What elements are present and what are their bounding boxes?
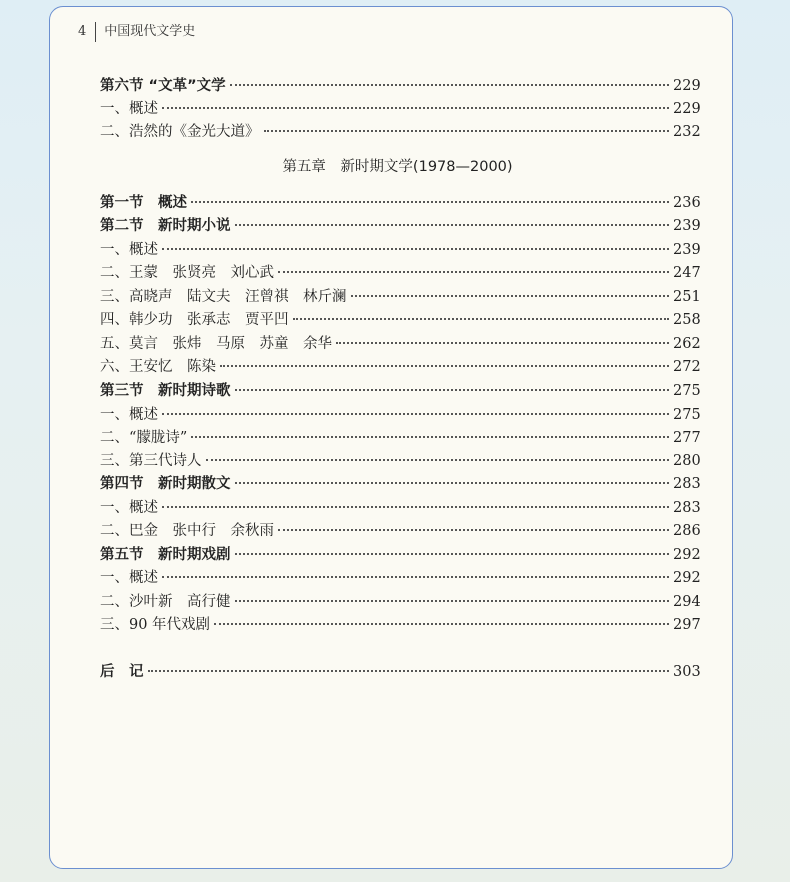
toc-entry (100, 262, 701, 284)
toc-entry-page: 236 (673, 195, 701, 211)
toc-entry-label: 第二节 新时期小说 (100, 218, 231, 234)
page-header (78, 21, 195, 43)
toc-entry-page: 229 (673, 78, 701, 94)
leader-dots (264, 130, 670, 132)
toc-entry-page: 275 (673, 407, 701, 423)
toc-entry-page: 303 (673, 664, 701, 680)
toc-entry-page: 297 (673, 617, 701, 633)
leader-dots (162, 506, 669, 508)
toc-entry-page: 229 (673, 101, 701, 117)
leader-dots (162, 576, 669, 578)
leader-dots (230, 84, 669, 86)
toc-entry-label: 五、莫言 张炜 马原 苏童 余华 (100, 336, 332, 352)
toc-entry (100, 192, 701, 214)
toc-entry-label: 第四节 新时期散文 (100, 476, 231, 492)
toc-entry (100, 309, 701, 331)
toc-entry-page: 262 (673, 336, 701, 352)
leader-dots (162, 107, 669, 109)
toc-entry (100, 661, 701, 683)
leader-dots (336, 342, 669, 344)
toc-entry (100, 356, 701, 378)
toc-entry-page: 280 (673, 453, 701, 469)
toc-entry (100, 544, 701, 566)
toc-entry-label: 一、概述 (100, 570, 158, 586)
toc-entry (100, 591, 701, 613)
toc-entry-label: 三、90 年代戏剧 (100, 617, 211, 633)
toc-entry-label: 二、王蒙 张贤亮 刘心武 (100, 265, 274, 281)
toc-entry (100, 98, 701, 120)
toc-entry (100, 473, 701, 495)
book-title: 中国现代文学史 (104, 24, 196, 39)
toc-entry (100, 567, 701, 589)
toc-entry-page: 275 (673, 383, 701, 399)
leader-dots (206, 459, 670, 461)
toc-entry-label: 三、第三代诗人 (100, 453, 202, 469)
page-number: 4 (78, 22, 96, 42)
toc-entry-label: 一、概述 (100, 242, 158, 258)
leader-dots (293, 318, 670, 320)
book-page (49, 6, 733, 869)
toc-entry (100, 239, 701, 261)
toc-entry-page: 251 (673, 289, 701, 305)
toc-entry-label: 第一节 概述 (100, 195, 187, 211)
toc-entry-page: 272 (673, 359, 701, 375)
toc-entry-page: 294 (673, 594, 701, 610)
leader-dots (148, 670, 670, 672)
toc-entry-label: 二、沙叶新 高行健 (100, 594, 231, 610)
toc-entry-label: 二、浩然的《金光大道》 (100, 124, 260, 140)
toc-entry (100, 333, 701, 355)
leader-dots (235, 600, 670, 602)
toc-entry-label: 六、王安忆 陈染 (100, 359, 216, 375)
leader-dots (235, 482, 670, 484)
toc-entry-page: 239 (673, 242, 701, 258)
toc-entry-page: 247 (673, 265, 701, 281)
leader-dots (278, 271, 669, 273)
toc-entry-label: 一、概述 (100, 500, 158, 516)
toc-entry (100, 404, 701, 426)
leader-dots (235, 389, 670, 391)
toc-entry-page: 292 (673, 570, 701, 586)
toc-entry (100, 286, 701, 308)
leader-dots (235, 224, 670, 226)
toc-entry-page: 239 (673, 218, 701, 234)
toc-entry (100, 215, 701, 237)
toc-entry-label: 后 记 (100, 664, 144, 680)
leader-dots (214, 623, 669, 625)
toc-entry (100, 380, 701, 402)
toc-entry-page: 232 (673, 124, 701, 140)
toc-entry (100, 75, 701, 97)
toc-entry (100, 427, 701, 449)
toc-entry-label: 一、概述 (100, 407, 158, 423)
toc-entry (100, 614, 701, 636)
leader-dots (191, 436, 669, 438)
leader-dots (162, 248, 669, 250)
toc-entry (100, 520, 701, 542)
toc-entry-page: 277 (673, 430, 701, 446)
leader-dots (220, 365, 669, 367)
leader-dots (351, 295, 670, 297)
toc-entry (100, 497, 701, 519)
leader-dots (162, 413, 669, 415)
toc-entry-page: 283 (673, 476, 701, 492)
toc-entry-page: 286 (673, 523, 701, 539)
toc-entry-label: 三、高晓声 陆文夫 汪曾祺 林斤澜 (100, 289, 347, 305)
toc-entry (100, 450, 701, 472)
toc-entry-label: 二、“朦胧诗” (100, 430, 188, 446)
toc-entry-label: 第五节 新时期戏剧 (100, 547, 231, 563)
toc-entry-label: 四、韩少功 张承志 贾平凹 (100, 312, 289, 328)
toc-entry-page: 292 (673, 547, 701, 563)
toc-entry-label: 第三节 新时期诗歌 (100, 383, 231, 399)
leader-dots (191, 201, 669, 203)
toc-entry-label: 第六节 “文革”文学 (100, 78, 226, 94)
toc-entry-label: 一、概述 (100, 101, 158, 117)
chapter-heading: 第五章 新时期文学(1978—2000) (282, 159, 513, 175)
toc-entry-label: 二、巴金 张中行 余秋雨 (100, 523, 274, 539)
toc-entry (100, 121, 701, 143)
leader-dots (278, 529, 669, 531)
leader-dots (235, 553, 670, 555)
toc-entry-page: 258 (673, 312, 701, 328)
toc-entry-page: 283 (673, 500, 701, 516)
